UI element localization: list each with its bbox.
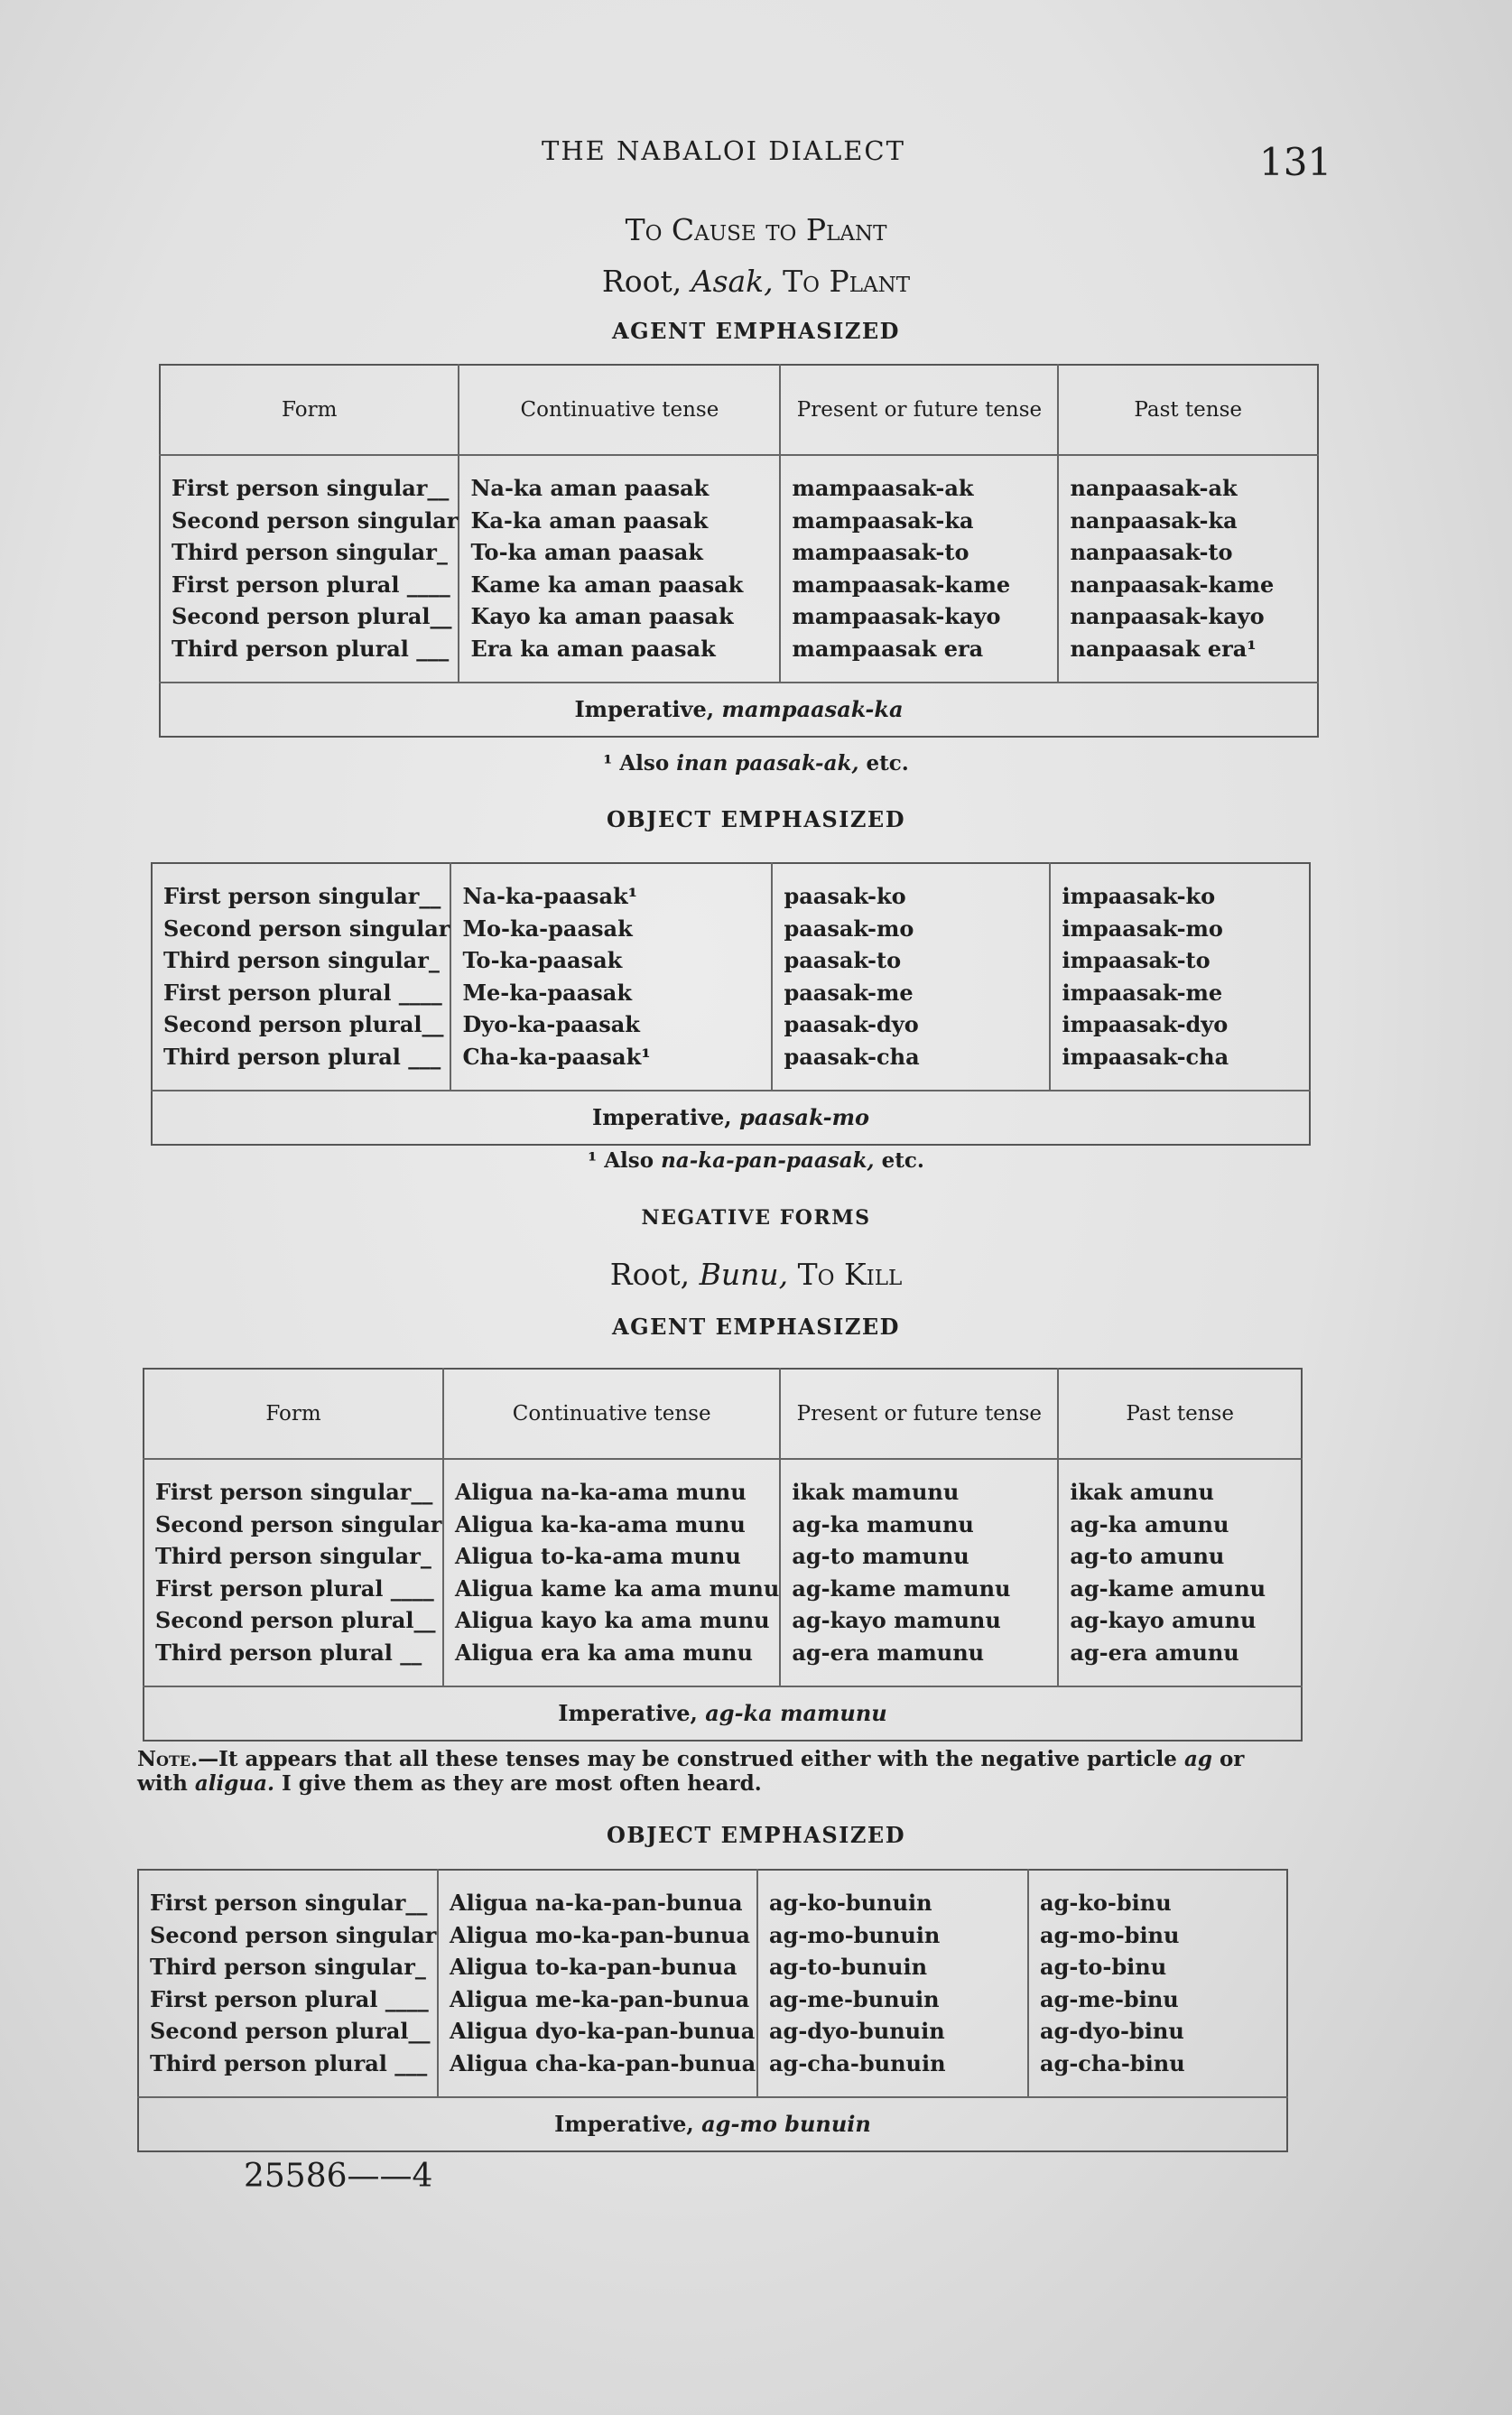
table-cell: paasak-dyo	[784, 1011, 919, 1038]
table-cell: nanpaasak-kayo	[1070, 603, 1265, 630]
table-cell: Third person plural __	[155, 1639, 422, 1666]
table-cell: impaasak-dyo	[1062, 1011, 1229, 1038]
form-column	[138, 1870, 438, 2097]
root-line: Root, Asak, To Plant	[601, 264, 911, 299]
table-cell: Second person singular	[155, 1510, 442, 1537]
imperative: Imperative, paasak-mo	[152, 1091, 1310, 1145]
table-cell: mampaasak-kame	[792, 571, 1011, 598]
header-form: Form	[160, 365, 459, 455]
table-cell: ag-mo-binu	[1040, 1921, 1180, 1948]
table-cell: Dyo-ka-paasak	[462, 1011, 640, 1038]
table-cell: paasak-to	[784, 947, 902, 974]
present-column	[772, 863, 1050, 1091]
table-cell: First person singular__	[150, 1890, 428, 1916]
note: Note.—It appears that all these tenses may be construed either with the negative particle ag or with aligua. I give them as they are most often heard.	[137, 1747, 1245, 1796]
imperative: Imperative, ag-ka mamunu	[144, 1686, 1302, 1741]
table-cell: Aligua to-ka-pan-bunua	[450, 1954, 737, 1981]
imperative: Imperative, ag-mo bunuin	[138, 2097, 1287, 2151]
table-cell: First person singular__	[155, 1479, 433, 1505]
table-cell: impaasak-mo	[1062, 915, 1223, 942]
table-cell: First person plural ____	[172, 571, 450, 598]
table-cell: Era ka aman paasak	[470, 635, 716, 662]
table-cell: ag-ko-bunuin	[769, 1890, 932, 1916]
table-cell: impaasak-ko	[1062, 883, 1216, 909]
running-head: THE NABALOI DIALECT	[542, 135, 905, 166]
table-cell: ag-to amunu	[1070, 1543, 1225, 1570]
table-cell: mampaasak-ak	[792, 475, 974, 501]
agent-heading: AGENT EMPHASIZED	[612, 1314, 900, 1340]
table-cell: ag-era mamunu	[792, 1639, 985, 1666]
table-cell: To-ka aman paasak	[470, 539, 703, 566]
table-header-row	[160, 365, 1318, 455]
table-cell: Cha-ka-paasak¹	[462, 1043, 651, 1070]
table-cell: ag-mo-bunuin	[769, 1921, 941, 1948]
imperative-row	[144, 1686, 1302, 1741]
object-heading: OBJECT EMPHASIZED	[606, 1822, 906, 1848]
agent-heading: AGENT EMPHASIZED	[612, 318, 900, 344]
table-cell: Aligua kame ka ama munu	[455, 1574, 780, 1602]
table-cell: Aligua ka-ka-ama munu	[455, 1510, 746, 1537]
form-column	[160, 455, 459, 683]
header-present: Present or future tense	[780, 365, 1058, 455]
header-continuative: Continuative tense	[459, 365, 780, 455]
table-cell: ag-kayo mamunu	[792, 1607, 1001, 1634]
plant-object-table	[151, 862, 1311, 1146]
table-cell: ag-dyo-binu	[1040, 2018, 1184, 2045]
header-form: Form	[144, 1369, 443, 1459]
table-cell: Mo-ka-paasak	[462, 915, 633, 942]
header-past: Past tense	[1058, 1369, 1302, 1459]
table-cell: nanpaasak-ka	[1070, 506, 1238, 534]
table-cell: ag-ka mamunu	[792, 1510, 974, 1537]
page-number: 131	[1259, 140, 1332, 184]
table-cell: Aligua cha-ka-pan-bunua	[450, 2049, 756, 2076]
table-cell: paasak-mo	[784, 915, 914, 942]
present-column	[780, 1459, 1058, 1686]
form-column	[144, 1459, 443, 1686]
table-cell: Second person plural__	[172, 603, 452, 630]
continuative-column	[459, 455, 780, 683]
table-cell: ag-cha-bunuin	[769, 2049, 946, 2076]
table-cell: Second person plural__	[163, 1011, 444, 1038]
past-column	[1058, 1459, 1302, 1686]
footnote: ¹ Also na-ka-pan-paasak, etc.	[588, 1148, 924, 1173]
table-body-row	[144, 1459, 1302, 1686]
table-cell: paasak-me	[784, 979, 914, 1006]
kill-agent-table	[143, 1368, 1303, 1742]
table-cell: paasak-ko	[784, 883, 906, 909]
present-column	[757, 1870, 1028, 2097]
table-cell: To-ka-paasak	[462, 947, 623, 974]
header-present: Present or future tense	[780, 1369, 1058, 1459]
continuative-column	[450, 863, 772, 1091]
table-body-row	[160, 455, 1318, 683]
section-title: NEGATIVE FORMS	[641, 1206, 871, 1230]
table-cell: mampaasak-kayo	[792, 603, 1001, 630]
table-cell: mampaasak era	[792, 635, 984, 662]
table-cell: ag-me-binu	[1040, 1985, 1179, 2012]
table-cell: ag-to mamunu	[792, 1543, 969, 1570]
table-body-row	[138, 1870, 1287, 2097]
section-title: To Cause to Plant	[625, 212, 887, 247]
continuative-column	[443, 1459, 780, 1686]
table-cell: nanpaasak-to	[1070, 539, 1233, 566]
table-cell: Third person plural ___	[150, 2049, 428, 2076]
table-cell: Second person singular	[172, 506, 459, 534]
table-cell: First person plural ____	[155, 1574, 434, 1602]
table-cell: ag-to-bunuin	[769, 1954, 928, 1981]
table-cell: Aligua to-ka-ama munu	[455, 1543, 741, 1570]
table-cell: paasak-cha	[784, 1043, 920, 1070]
object-heading: OBJECT EMPHASIZED	[606, 806, 906, 832]
table-cell: Aligua era ka ama munu	[455, 1639, 753, 1666]
table-cell: Aligua me-ka-pan-bunua	[450, 1985, 750, 2012]
kill-object-table	[137, 1869, 1288, 2152]
table-cell: nanpaasak-ak	[1070, 475, 1238, 501]
table-cell: ag-me-bunuin	[769, 1985, 940, 2012]
continuative-column	[438, 1870, 757, 2097]
root-word: Asak,	[691, 264, 774, 299]
table-cell: Aligua kayo ka ama munu	[455, 1607, 770, 1634]
table-cell: ag-kame mamunu	[792, 1574, 1011, 1602]
table-cell: ag-ko-binu	[1040, 1890, 1172, 1916]
header-continuative: Continuative tense	[443, 1369, 780, 1459]
table-cell: impaasak-to	[1062, 947, 1211, 974]
imperative-row	[138, 2097, 1287, 2151]
table-cell: Na-ka-paasak¹	[462, 883, 638, 909]
imperative: Imperative, mampaasak-ka	[160, 683, 1318, 737]
table-cell: Second person singular	[163, 915, 450, 942]
table-cell: Aligua na-ka-ama munu	[455, 1479, 747, 1505]
table-cell: mampaasak-to	[792, 539, 969, 566]
table-cell: Aligua dyo-ka-pan-bunua	[450, 2018, 756, 2045]
table-cell: Second person plural__	[155, 1607, 436, 1634]
table-cell: nanpaasak-kame	[1070, 571, 1275, 598]
table-cell: Third person plural ___	[163, 1043, 441, 1070]
past-column	[1058, 455, 1318, 683]
root-word: Bunu,	[699, 1257, 789, 1292]
table-cell: impaasak-me	[1062, 979, 1223, 1006]
printer-signature: 25586——4	[244, 2158, 433, 2195]
table-cell: nanpaasak era¹	[1070, 635, 1257, 662]
table-body-row	[152, 863, 1310, 1091]
table-cell: First person singular__	[163, 883, 441, 909]
imperative-row	[160, 683, 1318, 737]
table-cell: Second person plural__	[150, 2018, 431, 2045]
table-cell: ikak amunu	[1070, 1479, 1214, 1505]
footnote: ¹ Also inan paasak-ak, etc.	[603, 751, 909, 776]
present-column	[780, 455, 1058, 683]
plant-agent-table	[159, 364, 1319, 738]
table-cell: First person plural ____	[150, 1985, 429, 2012]
table-cell: Third person singular_	[155, 1543, 431, 1570]
table-cell: Third person singular_	[172, 539, 448, 566]
table-cell: First person singular__	[172, 475, 450, 501]
table-cell: Aligua mo-ka-pan-bunua	[450, 1921, 750, 1948]
table-cell: Me-ka-paasak	[462, 979, 632, 1006]
table-cell: Second person singular	[150, 1921, 437, 1948]
root-line: Root, Bunu, To Kill	[609, 1257, 903, 1292]
past-column	[1050, 863, 1310, 1091]
table-cell: ag-era amunu	[1070, 1639, 1239, 1666]
table-cell: Kayo ka aman paasak	[470, 603, 734, 630]
table-cell: ag-to-binu	[1040, 1954, 1167, 1981]
table-cell: Aligua na-ka-pan-bunua	[450, 1890, 743, 1916]
table-cell: ikak mamunu	[792, 1479, 960, 1505]
table-cell: ag-dyo-bunuin	[769, 2018, 945, 2045]
table-cell: Third person plural ___	[172, 635, 450, 662]
table-cell: Third person singular_	[163, 947, 440, 974]
table-cell: First person plural ____	[163, 979, 442, 1006]
table-cell: mampaasak-ka	[792, 506, 974, 534]
table-cell: ag-kayo amunu	[1070, 1607, 1257, 1634]
table-header-row	[144, 1369, 1302, 1459]
form-column	[152, 863, 450, 1091]
table-cell: Ka-ka aman paasak	[470, 506, 709, 534]
past-column	[1028, 1870, 1287, 2097]
table-cell: ag-kame amunu	[1070, 1574, 1266, 1602]
imperative-row	[152, 1091, 1310, 1145]
table-cell: ag-ka amunu	[1070, 1510, 1229, 1537]
table-cell: Na-ka aman paasak	[470, 475, 710, 501]
header-past: Past tense	[1058, 365, 1318, 455]
table-cell: impaasak-cha	[1062, 1043, 1229, 1070]
table-cell: ag-cha-binu	[1040, 2049, 1185, 2076]
table-cell: Kame ka aman paasak	[470, 571, 744, 598]
table-cell: Third person singular_	[150, 1954, 426, 1981]
